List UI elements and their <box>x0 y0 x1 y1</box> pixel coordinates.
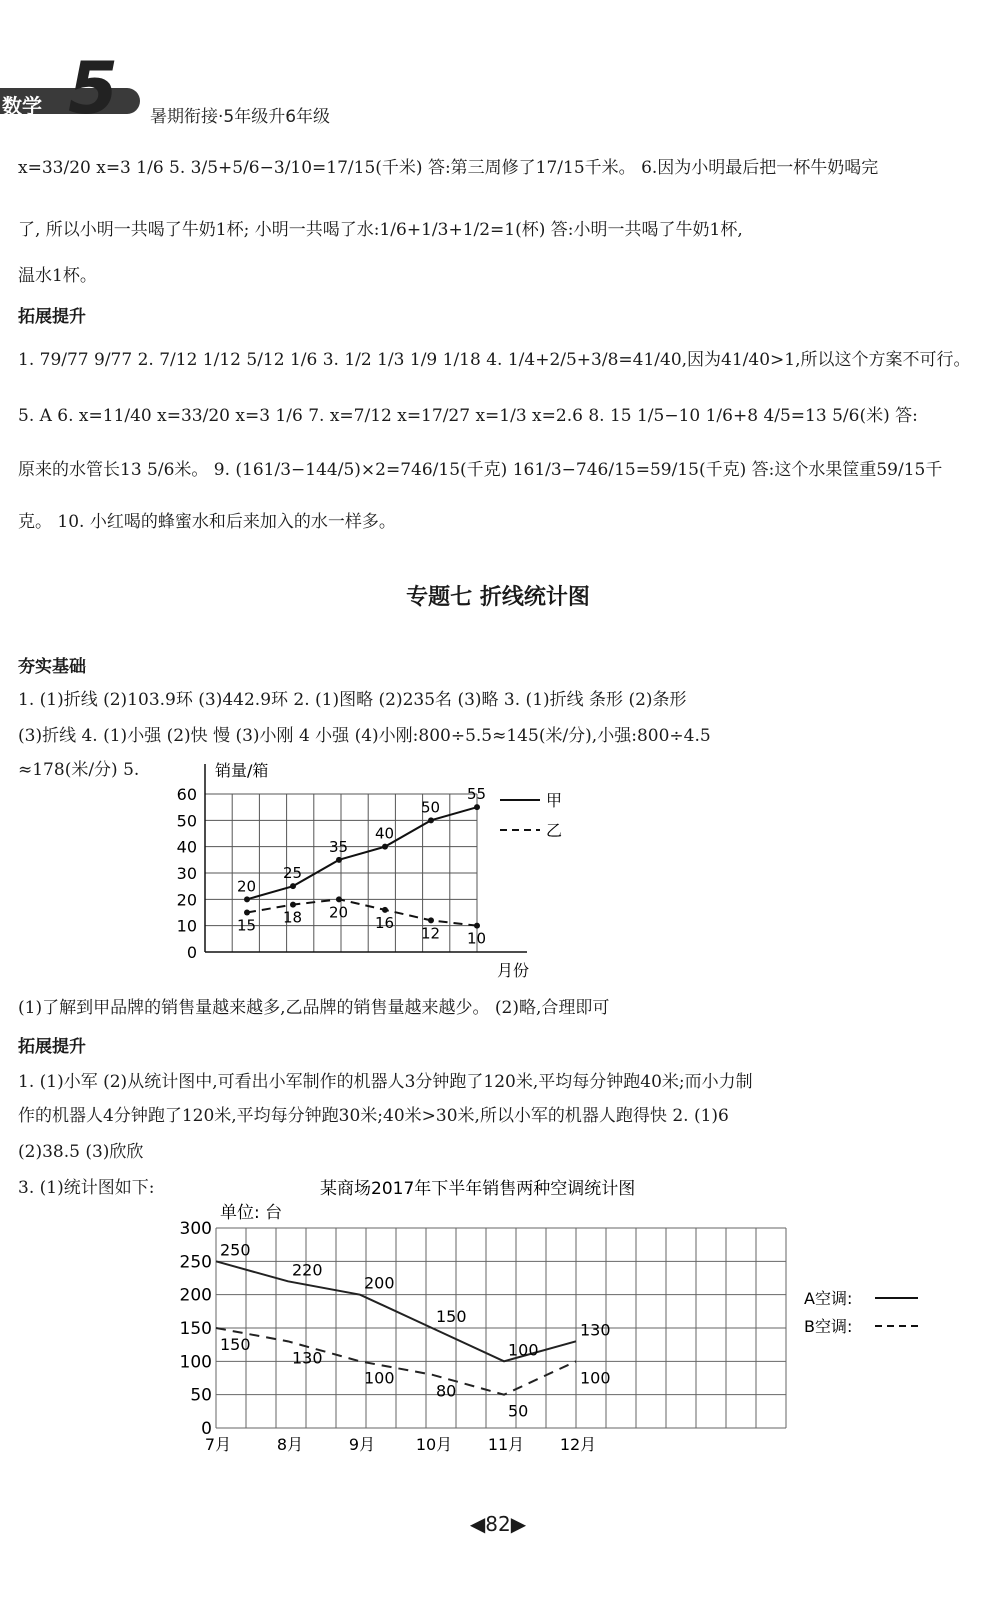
y-tick-label: 200 <box>179 1285 212 1306</box>
y-axis-label: 销量/箱 <box>215 761 269 780</box>
extend2-line-4: 3. (1)统计图如下: <box>18 1178 155 1198</box>
y-tick-label: 10 <box>176 916 197 936</box>
y-tick-label: 40 <box>176 837 197 857</box>
data-point <box>244 910 250 916</box>
topic-title: 专题七 折线统计图 <box>406 585 590 610</box>
data-point <box>382 844 388 850</box>
data-label: 220 <box>292 1260 323 1280</box>
y-tick-label: 250 <box>179 1252 212 1273</box>
y-tick-label: 30 <box>176 864 197 883</box>
brand-logo-five: 5 <box>68 46 119 130</box>
extend1-line-2: 5. A 6. x=11/40 x=33/20 x=3 1/6 7. x=7/12 x=17/27 x=1/3 x=2.6 8. 15 1/5−10 1/6+8 4/5=13 5/6(米) 答: <box>18 406 918 426</box>
sales-line-chart <box>150 760 610 980</box>
x-axis-label: 月份 <box>497 961 530 980</box>
data-label: 200 <box>364 1273 395 1293</box>
aircon-line-chart <box>170 1172 950 1462</box>
data-point <box>382 907 388 913</box>
extend2-line-3: (2)38.5 (3)欣欣 <box>18 1142 144 1162</box>
data-label: 40 <box>375 824 395 843</box>
x-tick-label: 7月 <box>204 1435 232 1454</box>
data-label: 20 <box>329 903 349 922</box>
extend1-line-4: 克。 10. 小红喝的蜂蜜水和后来加入的水一样多。 <box>18 512 396 532</box>
extend1-line-1: 1. 79/77 9/77 2. 7/12 1/12 5/12 1/6 3. 1/2 1/3 1/9 1/18 4. 1/4+2/5+3/8=41/40,因为41/40>1,所以这个方案不可行。 <box>18 350 971 370</box>
legend-label: B空调: <box>804 1317 853 1336</box>
legend-label: 甲 <box>546 791 563 810</box>
y-tick-label: 100 <box>179 1352 212 1373</box>
extend2-line-2: 作的机器人4分钟跑了120米,平均每分钟跑30米;40米>30米,所以小军的机器人跑得快 2. (1)6 <box>18 1106 729 1126</box>
data-label: 100 <box>364 1368 395 1388</box>
legend-label: A空调: <box>804 1289 853 1308</box>
answer-line-1: x=33/20 x=3 1/6 5. 3/5+5/6−3/10=17/15(千米) 答:第三周修了17/15千米。 6.因为小明最后把一杯牛奶喝完 <box>18 158 879 178</box>
section-heading-extend-1: 拓展提升 <box>18 307 86 327</box>
data-label: 15 <box>237 916 257 935</box>
data-label: 55 <box>467 785 487 804</box>
legend-label: 乙 <box>546 821 563 840</box>
data-point <box>474 804 480 810</box>
data-point <box>474 923 480 929</box>
data-point <box>244 896 250 902</box>
data-point <box>290 902 296 908</box>
x-tick-label: 9月 <box>348 1435 376 1454</box>
basic-line-3: ≈178(米/分) 5. <box>18 760 140 780</box>
y-tick-label: 0 <box>201 1419 212 1439</box>
y-tick-label: 150 <box>179 1319 212 1339</box>
basic-line-2: (3)折线 4. (1)小强 (2)快 慢 (3)小刚 4 小强 (4)小刚:800÷5.5≈145(米/分),小强:800÷4.5 <box>18 726 711 746</box>
unit-label: 单位: 台 <box>220 1203 283 1223</box>
chart1-caption: (1)了解到甲品牌的销售量越来越多,乙品牌的销售量越来越少。 (2)略,合理即可 <box>18 998 610 1018</box>
data-label: 25 <box>283 864 303 883</box>
series-line-甲 <box>247 807 477 899</box>
data-label: 250 <box>220 1240 251 1260</box>
data-label: 100 <box>508 1340 539 1360</box>
data-label: 10 <box>467 929 487 948</box>
data-label: 35 <box>329 837 349 856</box>
data-point <box>428 817 434 823</box>
answer-line-2: 了, 所以小明一共喝了牛奶1杯; 小明一共喝了水:1/6+1/3+1/2=1(杯) 答:小明一共喝了牛奶1杯, <box>18 220 743 240</box>
data-point <box>428 917 434 923</box>
subject-label: 数学 <box>2 94 42 118</box>
data-label: 150 <box>436 1307 467 1326</box>
section-heading-basic: 夯实基础 <box>18 657 86 677</box>
chart-title: 某商场2017年下半年销售两种空调统计图 <box>320 1179 636 1199</box>
basic-line-1: 1. (1)折线 (2)103.9环 (3)442.9环 2. (1)图略 (2)235名 (3)略 3. (1)折线 条形 (2)条形 <box>18 690 687 710</box>
answer-line-3: 温水1杯。 <box>18 266 97 286</box>
data-label: 20 <box>237 877 257 896</box>
x-tick-label: 8月 <box>276 1435 304 1454</box>
y-tick-label: 50 <box>176 811 197 831</box>
section-heading-extend-2: 拓展提升 <box>18 1037 86 1057</box>
x-tick-label: 10月 <box>415 1435 453 1454</box>
data-label: 50 <box>508 1401 529 1421</box>
data-label: 150 <box>220 1335 251 1354</box>
data-label: 80 <box>436 1381 457 1401</box>
book-title: 暑期衔接·5年级升6年级 <box>150 107 331 127</box>
page-number-value: 82 <box>485 1512 511 1536</box>
data-label: 130 <box>580 1320 611 1340</box>
x-tick-label: 11月 <box>487 1435 525 1454</box>
data-label: 16 <box>375 913 395 932</box>
extend1-line-3: 原来的水管长13 5/6米。 9. (161/3−144/5)×2=746/15(千克) 161/3−746/15=59/15(千克) 答:这个水果筐重59/15千 <box>18 460 943 480</box>
data-label: 130 <box>292 1348 323 1368</box>
data-point <box>336 896 342 902</box>
data-label: 18 <box>283 908 303 927</box>
y-tick-label: 300 <box>179 1219 212 1239</box>
extend2-line-1: 1. (1)小军 (2)从统计图中,可看出小军制作的机器人3分钟跑了120米,平均每分钟跑40米;而小力制 <box>18 1072 753 1092</box>
x-tick-label: 12月 <box>559 1435 597 1454</box>
data-label: 100 <box>580 1368 611 1388</box>
y-tick-label: 0 <box>186 943 197 962</box>
page-number: ◀82▶ <box>469 1512 527 1536</box>
data-label: 12 <box>421 924 441 943</box>
y-tick-label: 50 <box>190 1385 212 1406</box>
y-tick-label: 20 <box>176 890 197 910</box>
series-line-乙 <box>247 899 477 925</box>
y-tick-label: 60 <box>176 785 197 804</box>
data-point <box>336 857 342 863</box>
data-label: 50 <box>421 798 441 817</box>
data-point <box>290 883 296 889</box>
